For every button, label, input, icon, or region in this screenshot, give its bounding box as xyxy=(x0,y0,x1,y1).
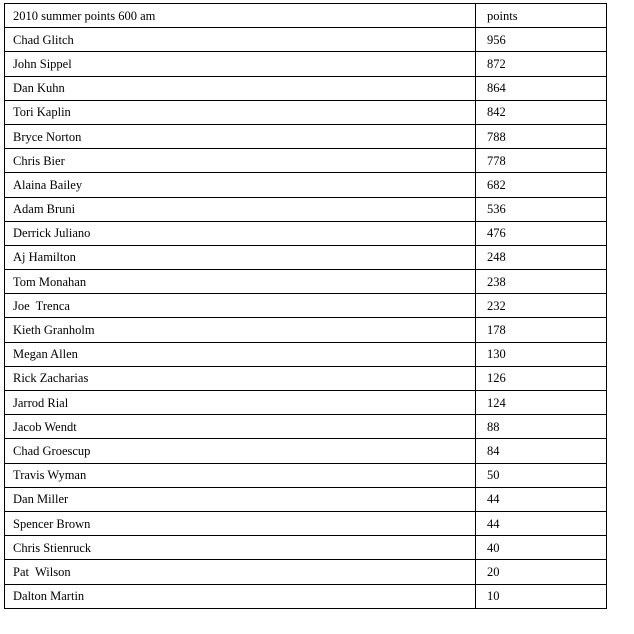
table-row xyxy=(5,270,607,294)
player-name-cell: Aj Hamilton xyxy=(5,245,476,269)
table-row xyxy=(5,342,607,366)
header-name-cell: 2010 summer points 600 am xyxy=(5,4,476,28)
table-row xyxy=(5,149,607,173)
player-points-cell: 476 xyxy=(476,221,607,245)
table-row xyxy=(5,52,607,76)
points-table-body xyxy=(5,4,607,609)
player-name-cell: Pat Wilson xyxy=(5,560,476,584)
table-row xyxy=(5,391,607,415)
table-row xyxy=(5,245,607,269)
table-row xyxy=(5,197,607,221)
points-table xyxy=(4,3,607,609)
player-name-cell: Joe Trenca xyxy=(5,294,476,318)
player-name-cell: Kieth Granholm xyxy=(5,318,476,342)
player-name-cell: Dan Kuhn xyxy=(5,76,476,100)
table-row xyxy=(5,294,607,318)
table-row xyxy=(5,221,607,245)
player-points-cell: 20 xyxy=(476,560,607,584)
player-name-cell: Travis Wyman xyxy=(5,463,476,487)
table-row xyxy=(5,173,607,197)
player-points-cell: 10 xyxy=(476,584,607,608)
player-name-cell: Chad Groescup xyxy=(5,439,476,463)
player-points-cell: 44 xyxy=(476,487,607,511)
player-points-cell: 778 xyxy=(476,149,607,173)
player-points-cell: 956 xyxy=(476,28,607,52)
player-name-cell: Rick Zacharias xyxy=(5,366,476,390)
player-points-cell: 842 xyxy=(476,100,607,124)
player-points-cell: 124 xyxy=(476,391,607,415)
table-row xyxy=(5,511,607,535)
header-points-cell: points xyxy=(476,4,607,28)
player-points-cell: 40 xyxy=(476,536,607,560)
points-table-container xyxy=(4,3,607,609)
player-points-cell: 44 xyxy=(476,511,607,535)
player-points-cell: 126 xyxy=(476,366,607,390)
player-name-cell: Bryce Norton xyxy=(5,124,476,148)
player-points-cell: 788 xyxy=(476,124,607,148)
player-name-cell: Dan Miller xyxy=(5,487,476,511)
table-row xyxy=(5,124,607,148)
player-name-cell: Megan Allen xyxy=(5,342,476,366)
player-name-cell: Alaina Bailey xyxy=(5,173,476,197)
table-row xyxy=(5,487,607,511)
table-row xyxy=(5,560,607,584)
player-points-cell: 238 xyxy=(476,270,607,294)
player-name-cell: Chris Bier xyxy=(5,149,476,173)
table-row xyxy=(5,463,607,487)
player-points-cell: 248 xyxy=(476,245,607,269)
table-row xyxy=(5,415,607,439)
player-points-cell: 232 xyxy=(476,294,607,318)
table-row xyxy=(5,366,607,390)
player-name-cell: John Sippel xyxy=(5,52,476,76)
player-name-cell: Jacob Wendt xyxy=(5,415,476,439)
player-name-cell: Tom Monahan xyxy=(5,270,476,294)
player-points-cell: 130 xyxy=(476,342,607,366)
player-name-cell: Derrick Juliano xyxy=(5,221,476,245)
player-points-cell: 872 xyxy=(476,52,607,76)
table-row xyxy=(5,536,607,560)
player-name-cell: Spencer Brown xyxy=(5,511,476,535)
player-name-cell: Dalton Martin xyxy=(5,584,476,608)
table-row xyxy=(5,76,607,100)
player-points-cell: 864 xyxy=(476,76,607,100)
table-row xyxy=(5,318,607,342)
player-points-cell: 682 xyxy=(476,173,607,197)
player-name-cell: Adam Bruni xyxy=(5,197,476,221)
table-row xyxy=(5,100,607,124)
table-header-row xyxy=(5,4,607,28)
table-row xyxy=(5,439,607,463)
table-row xyxy=(5,584,607,608)
player-points-cell: 84 xyxy=(476,439,607,463)
player-name-cell: Jarrod Rial xyxy=(5,391,476,415)
player-name-cell: Tori Kaplin xyxy=(5,100,476,124)
table-row xyxy=(5,28,607,52)
player-points-cell: 536 xyxy=(476,197,607,221)
player-name-cell: Chad Glitch xyxy=(5,28,476,52)
player-name-cell: Chris Stienruck xyxy=(5,536,476,560)
player-points-cell: 88 xyxy=(476,415,607,439)
player-points-cell: 178 xyxy=(476,318,607,342)
player-points-cell: 50 xyxy=(476,463,607,487)
